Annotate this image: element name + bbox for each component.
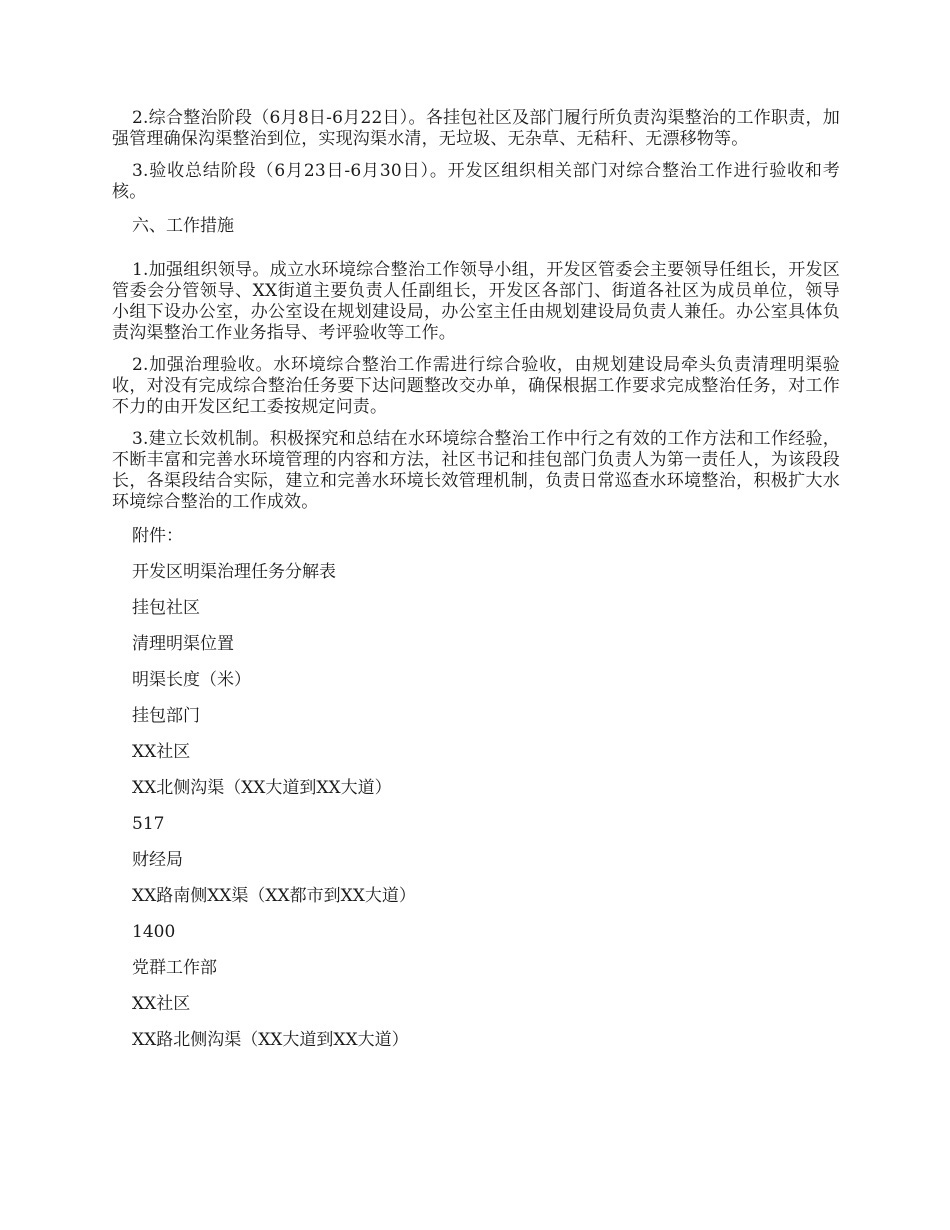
table-cell: 1400	[132, 922, 176, 942]
document-page	[112, 108, 840, 1064]
table-header: 清理明渠位置	[132, 634, 234, 654]
table-cell: 党群工作部	[132, 958, 217, 978]
table-title: 开发区明渠治理任务分解表	[132, 562, 336, 582]
phase-2-paragraph: 2.综合整治阶段（6月8日-6月22日）。各挂包社区及部门履行所负责沟渠整治的工作职责，加强管理确保沟渠整治到位，实现沟渠水清，无垃圾、无杂草、无秸秆、无漂移物等。	[112, 108, 840, 149]
section-heading: 六、工作措施	[132, 216, 234, 236]
table-cell: XX社区	[132, 994, 191, 1014]
table-header: 挂包部门	[132, 706, 200, 726]
table-cell: 财经局	[132, 850, 183, 870]
measure-1-paragraph: 1.加强组织领导。成立水环境综合整治工作领导小组，开发区管委会主要领导任组长，开发区管委会分管领导、XX街道主要负责人任副组长，开发区各部门、街道各社区为成员单位，领导小组下设办公室，办公室设在规划建设局，办公室主任由规划建设局负责人兼任。办公室具体负责沟渠整治工作业务指导、考评验收等工作。	[112, 260, 840, 343]
measure-2-paragraph: 2.加强治理验收。水环境综合整治工作需进行综合验收，由规划建设局牵头负责清理明渠验收，对没有完成综合整治任务要下达问题整改交办单，确保根据工作要求完成整治任务，对工作不力的由开发区纪工委按规定问责。	[112, 355, 840, 417]
table-header: 挂包社区	[132, 598, 200, 618]
table-cell: XX路北侧沟渠（XX大道到XX大道）	[132, 1030, 409, 1050]
table-cell: 517	[132, 814, 165, 834]
table-header: 明渠长度（米）	[132, 670, 251, 690]
measure-3-paragraph: 3.建立长效机制。积极探究和总结在水环境综合整治工作中行之有效的工作方法和工作经验，不断丰富和完善水环境管理的内容和方法，社区书记和挂包部门负责人为第一责任人，为该段段长，各渠段结合实际，建立和完善水环境长效管理机制，负责日常巡查水环境整治，积极扩大水环境综合整治的工作成效。	[112, 429, 840, 512]
table-cell: XX北侧沟渠（XX大道到XX大道）	[132, 778, 392, 798]
attachment-label: 附件：	[132, 526, 183, 546]
phase-3-paragraph: 3.验收总结阶段（6月23日-6月30日）。开发区组织相关部门对综合整治工作进行验收和考核。	[112, 161, 840, 202]
table-cell: XX社区	[132, 742, 191, 762]
table-cell: XX路南侧XX渠（XX都市到XX大道）	[132, 886, 416, 906]
